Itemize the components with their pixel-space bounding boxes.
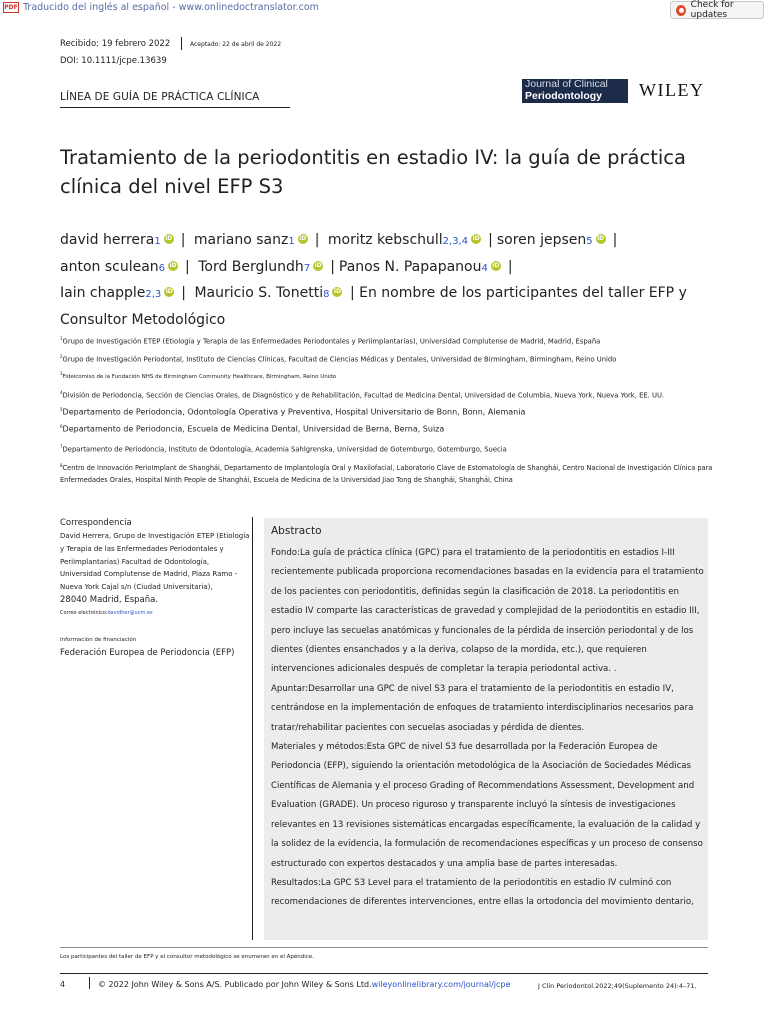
accepted-date: Aceptado: 22 de abril de 2022 — [190, 41, 282, 48]
author-separator: | — [330, 258, 335, 275]
author-separator: | — [612, 232, 618, 248]
article-title: Tratamiento de la periodontitis en estadio IV: la guía de práctica clínica del nivel EFP S3 — [60, 146, 686, 198]
author-affiliation-ref[interactable]: 1 — [154, 236, 161, 247]
correspondence-block — [60, 517, 250, 620]
author-separator: | — [185, 258, 190, 275]
abstract-background: Fondo:La guía de práctica clínica (GPC) para el tratamiento de la periodontitis en estadios I-III recientemente publicada proporciona recomendaciones basadas en la evidencia para el tratamiento de los pacientes con periodontitis, definidas según la clasificación de 2018. La periodontitis en estadio IV comparte las características de gravedad y complejidad de la periodontitis en estadio III, pero incluye las secuelas anatómicas y funcionales de la pérdida de inserción periodontal y de los dientes (dientes ensanchados y a la deriva, colapso de la mordida, etc.), que requieren intervenciones adicionales después de completar la terapia periodontal activa. . — [271, 548, 704, 675]
affiliation-number: 8 — [60, 463, 63, 468]
author-name[interactable]: anton sculean — [60, 258, 159, 275]
abstract-divider — [252, 517, 253, 940]
author-separator: | — [180, 232, 186, 248]
affiliation — [60, 387, 720, 401]
correspondence-city: 28040 Madrid, España. — [60, 594, 159, 605]
orcid-icon[interactable]: iD — [472, 235, 480, 242]
affiliation-text: División de Periodoncia, Sección de Ciencias Orales, de Diagnóstico y de Rehabilitación, Facultad de Medicina Dental, Universidad de Columbia, Nueva York, Nueva York, EE. UU. — [62, 391, 665, 400]
orcid-icon[interactable]: iD — [165, 235, 173, 242]
author-affiliation-ref[interactable]: 7 — [303, 262, 311, 274]
meta-divider — [181, 37, 182, 50]
author-name[interactable]: david herrera — [60, 232, 155, 248]
affiliation-text: Grupo de Investigación Periodontal, Instituto de Ciencias Clínicas, Facultad de Ciencias Médicas y Dentales, Universidad de Birmingham, Birmingham, Reino Unido — [62, 355, 617, 364]
copyright-text: © 2022 John Wiley & Sons A/S. Publicado por John Wiley & Sons Ltd. — [98, 980, 372, 989]
author-affiliation-ref[interactable]: 6 — [158, 262, 166, 274]
abstract-body — [271, 544, 705, 913]
pdf-icon: PDF — [4, 3, 18, 11]
author-affiliation-ref[interactable]: 5 — [586, 236, 593, 247]
author-name[interactable]: mariano sanz — [193, 232, 289, 248]
affiliation-number: 4 — [60, 390, 63, 395]
orcid-icon[interactable]: iD — [299, 235, 307, 242]
author-name[interactable]: Panos N. Papapanou — [338, 258, 482, 275]
correspondence-email-line — [60, 607, 250, 620]
affiliation-number: 1 — [60, 336, 63, 341]
affiliation-number: 2 — [60, 354, 63, 359]
affiliation — [60, 441, 720, 455]
journal-logo — [522, 79, 628, 103]
author-name[interactable]: soren jepsen — [496, 232, 587, 248]
author-affiliation-ref[interactable]: 4 — [481, 262, 488, 274]
affiliation — [60, 404, 720, 419]
correspondence-heading: Correspondencia — [60, 518, 132, 528]
abstract-heading: Abstracto — [271, 525, 322, 537]
author-separator: | — [181, 285, 186, 301]
citation: J Clin Periodontol.2022;49(Suplemento 24):4–71. — [538, 982, 697, 990]
email-link[interactable]: davidher@ucm.es — [107, 609, 153, 616]
authors-tail: | En nombre de los participantes del taller EFP y Consultor Metodológico — [60, 285, 687, 328]
author-list — [60, 228, 740, 332]
affiliation-text: Departamento de Periodoncia, Odontología Operativa y Preventiva, Hospital Universitario de Bonn, Bonn, Alemania — [62, 407, 526, 417]
abstract-methods: Materiales y métodos:Esta GPC de nivel S3 fue desarrollada por la Federación Europea de Periodoncia (EFP), siguiendo la orientación metodológica de la Asociación de Sociedades Médicas Científicas de Alemania y el proceso Grading of Recommendations Assessment, Development and Evaluation (GRADE). Un proceso riguroso y transparente incluyó la síntesis de investigaciones relevantes en 13 revisiones sistemáticas encargadas específicamente, la evaluación de la calidad y la solidez de la evidencia, la formulación de recomendaciones específicas y un proceso de consenso estructurado con expertos destacados y una amplia base de partes interesadas. — [271, 742, 703, 869]
affiliation-number: 3 — [60, 371, 63, 376]
orcid-icon[interactable]: iD — [597, 235, 605, 242]
author-separator: | — [488, 232, 493, 248]
orcid-icon[interactable]: iD — [333, 288, 341, 295]
author-name[interactable]: Iain chapple — [60, 285, 146, 301]
affiliation-number: 5 — [60, 407, 63, 412]
affiliation-number: 6 — [60, 424, 63, 429]
footer-divider — [89, 977, 90, 989]
orcid-icon[interactable]: iD — [165, 288, 173, 295]
author-affiliation-ref[interactable]: 2,3 — [145, 289, 162, 300]
translation-banner[interactable] — [0, 0, 319, 14]
abstract-box — [264, 518, 708, 940]
affiliation — [60, 368, 720, 383]
author-name[interactable]: moritz kebschull — [327, 232, 443, 248]
received-date: Recibido: 19 febrero 2022 — [60, 39, 171, 49]
orcid-icon[interactable]: iD — [314, 261, 322, 269]
author-affiliation-ref[interactable]: 2,3,4 — [442, 236, 469, 247]
affiliation — [60, 333, 720, 347]
affiliation-text: Fideicomiso de la Fundación NHS de Birmingham Community Healthcare, Birmingham, Reino Unido — [62, 373, 337, 380]
orcid-icon[interactable]: iD — [169, 261, 177, 269]
journal-link[interactable]: wileyonlinelibrary.com/journal/jcpe — [371, 980, 511, 989]
crossmark-icon — [676, 5, 686, 16]
author-affiliation-ref[interactable]: 1 — [288, 236, 295, 247]
affiliation-number: 7 — [60, 444, 63, 449]
affiliation — [60, 460, 720, 486]
page-number: 4 — [60, 980, 66, 989]
email-label: Correo electrónico: — [60, 609, 108, 616]
section-label: LÍNEA DE GUÍA DE PRÁCTICA CLÍNICA — [60, 91, 260, 103]
publisher-logo: WILEY — [639, 80, 705, 100]
footnote: Los participantes del taller de EFP y el consultor metodológico se enumeran en el Apéndice. — [60, 954, 314, 960]
footer-copyright — [98, 980, 510, 989]
author-name[interactable]: Tord Berglundh — [198, 258, 304, 275]
affiliation — [60, 421, 720, 436]
affiliation-text: Grupo de Investigación ETEP (Etiología y Terapia de las Enfermedades Periodontales y Periimplantarias), Universidad Complutense de Madrid, Madrid, España — [62, 337, 601, 346]
author-affiliation-ref[interactable]: 8 — [323, 289, 330, 300]
funding-heading: Información de financiación — [60, 637, 137, 643]
journal-logo-line1: Journal of Clinical — [525, 78, 608, 90]
translation-banner-text: Traducido del inglés al español - www.onlinedoctranslator.com — [23, 1, 319, 13]
affiliation-text: Departamento de Periodoncia, Instituto de Odontología, Academia Sahlgrenska, Universidad de Gotemburgo, Gotemburgo, Suecia — [62, 445, 507, 454]
author-name[interactable]: Mauricio S. Tonetti — [194, 285, 324, 301]
correspondence-address: David Herrera, Grupo de Investigación ETEP (Etiología y Terapia de las Enfermedades Periodontales y Periimplantarias) Facultad de Odontología, Universidad Complutense de Madrid, Plaza Ramo - Nueva York Cajal s/n (Ciudad Universitaria), — [60, 532, 250, 592]
author-separator: | — [507, 258, 513, 275]
check-for-updates-label: Check for updates — [690, 0, 734, 20]
doi: DOI: 10.1111/jcpe.13639 — [60, 56, 167, 66]
abstract-aim: Apuntar:Desarrollar una GPC de nivel S3 para el tratamiento de la periodontitis en estadio IV, centrándose en la implementación de enfoques de tratamiento interdisciplinarios necesarios para tratar/rehabilitar pacientes con secuelas asociadas y pérdida de dientes. — [271, 683, 694, 733]
affiliation-text: Departamento de Periodoncia, Escuela de Medicina Dental, Universidad de Berna, Berna, Suiza — [62, 424, 445, 434]
affiliation-text: Centro de Innovación PerioImplant de Shanghái, Departamento de Implantología Oral y Maxilofacial, Laboratorio Clave de Estomatología de Shanghái, Centro Nacional de Investigación Clínica para Enfermedades Orales, Hospital Ninth People de Shanghái, Escuela de Medicina de la Universidad Jiao Tong de Shanghái, Shanghái, China — [60, 464, 713, 485]
orcid-icon[interactable]: iD — [492, 261, 500, 269]
footer-rule — [60, 973, 708, 974]
check-for-updates-button[interactable] — [670, 1, 764, 19]
section-rule — [60, 107, 290, 108]
author-separator: | — [314, 232, 320, 248]
footnote-rule — [60, 947, 708, 948]
abstract-results: Resultados:La GPC S3 Level para el tratamiento de la periodontitis en estadio IV culminó con recomendaciones de diferentes intervenciones, entre ellas la ortodoncia del movimiento dentario, — [271, 877, 694, 908]
funding-value: Federación Europea de Periodoncia (EFP) — [60, 648, 235, 658]
affiliation — [60, 351, 720, 365]
journal-logo-line2: Periodontology — [525, 90, 602, 102]
